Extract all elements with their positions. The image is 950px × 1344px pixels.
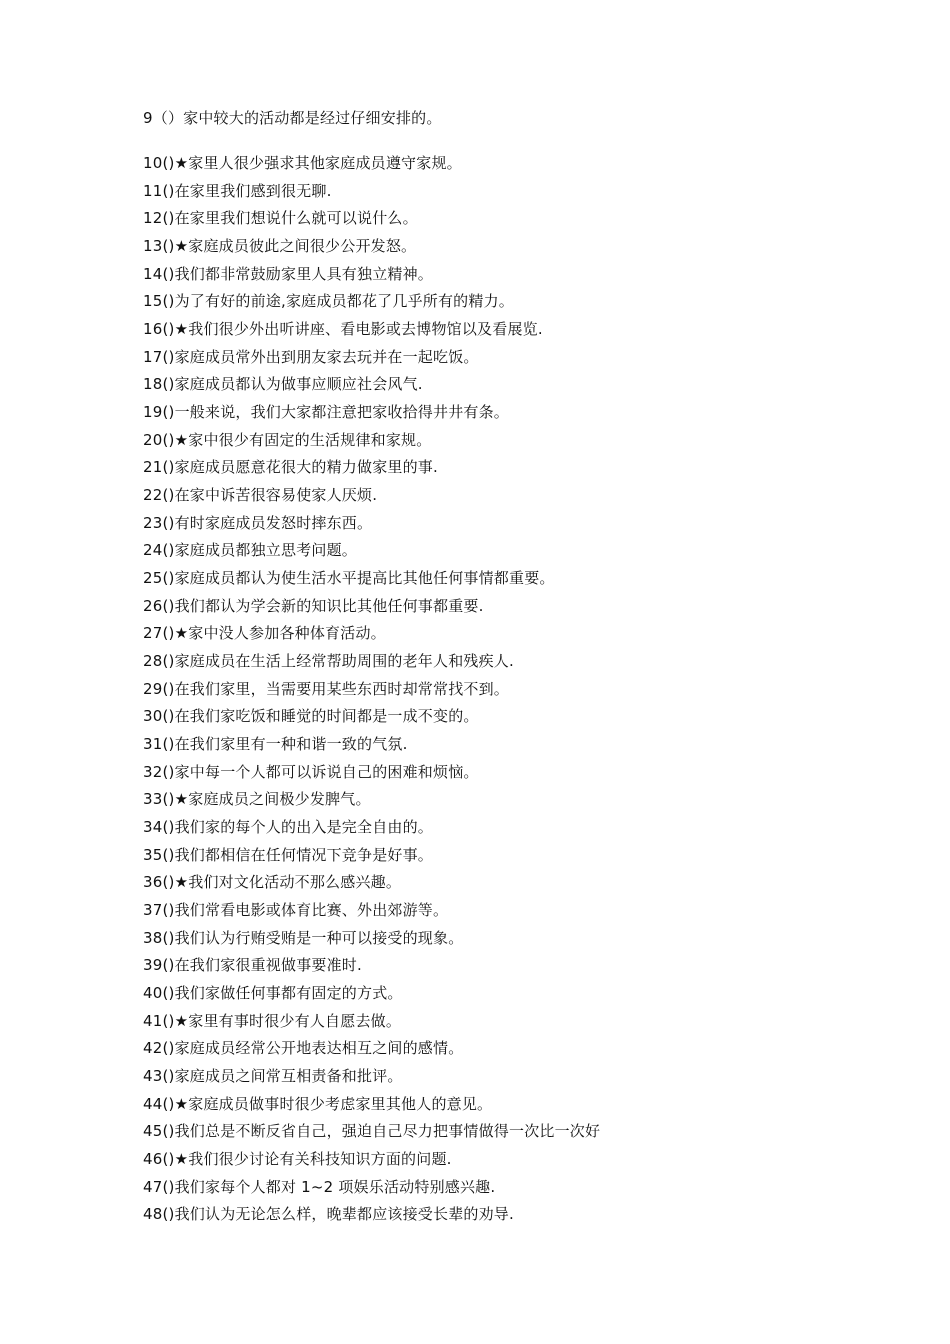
- question-item: [143, 153, 462, 173]
- question-text: 在我们家里有一种和谐一致的气氛.: [174, 735, 408, 753]
- question-number: 11(): [143, 182, 175, 200]
- question-text: 家庭成员之间常互相责备和批评。: [174, 1067, 403, 1085]
- question-item: [143, 623, 386, 643]
- question-text: 家庭成员都认为做事应顺应社会风气.: [174, 375, 423, 393]
- question-item: [143, 1177, 495, 1197]
- question-number: 43(): [143, 1067, 175, 1085]
- question-text: 我们家的每个人的出入是完全自由的。: [174, 818, 433, 836]
- question-text: 我们家做任何事都有固定的方式。: [174, 984, 403, 1002]
- question-text: 家庭成员都认为使生活水平提高比其他任何事情都重要。: [174, 569, 555, 587]
- question-item: [143, 817, 433, 837]
- question-number: 25(): [143, 569, 175, 587]
- question-number: 44(): [143, 1095, 175, 1113]
- question-number: 31(): [143, 735, 175, 753]
- question-item: [143, 319, 543, 339]
- question-text: 家庭成员在生活上经常帮助周围的老年人和残疾人.: [174, 652, 514, 670]
- question-number: 37(): [143, 901, 175, 919]
- question-item: [143, 789, 371, 809]
- question-text: 在家中诉苦很容易使家人厌烦.: [174, 486, 378, 504]
- question-number: 18(): [143, 375, 175, 393]
- question-number: 42(): [143, 1039, 175, 1057]
- question-item: [143, 1038, 463, 1058]
- question-text: 我们总是不断反省自己，强迫自己尽力把事情做得一次比一次好: [174, 1122, 601, 1140]
- question-item: [143, 540, 357, 560]
- question-text: ★我们很少外出听讲座、看电影或去博物馆以及看展览.: [174, 320, 543, 338]
- question-item: [143, 1066, 403, 1086]
- question-text: 家庭成员常外出到朋友家去玩并在一起吃饭。: [174, 348, 479, 366]
- question-text: 我们常看电影或体育比赛、外出郊游等。: [174, 901, 449, 919]
- question-item: [143, 457, 438, 477]
- question-item: [143, 264, 433, 284]
- question-number: 16(): [143, 320, 175, 338]
- question-number: 46(): [143, 1150, 175, 1168]
- question-item: [143, 845, 433, 865]
- question-item: [143, 900, 448, 920]
- question-text: 在家里我们感到很无聊.: [174, 182, 332, 200]
- question-item: [143, 928, 463, 948]
- question-item: [143, 236, 416, 256]
- question-text: 在家里我们想说什么就可以说什么。: [174, 209, 418, 227]
- question-text: 我们都非常鼓励家里人具有独立精神。: [174, 265, 433, 283]
- question-item: [143, 1204, 514, 1224]
- question-text: 家庭成员都独立思考问题。: [174, 541, 357, 559]
- question-number: 14(): [143, 265, 175, 283]
- question-item: [143, 1121, 600, 1141]
- question-text: 我们都认为学会新的知识比其他任何事都重要.: [174, 597, 484, 615]
- question-number: 12(): [143, 209, 175, 227]
- question-text: 在我们家吃饭和睡觉的时间都是一成不变的。: [174, 707, 479, 725]
- question-item: [143, 568, 555, 588]
- question-text: 我们认为行贿受贿是一种可以接受的现象。: [174, 929, 464, 947]
- question-number: 35(): [143, 846, 175, 864]
- question-number: 45(): [143, 1122, 175, 1140]
- question-number: 36(): [143, 873, 175, 891]
- question-text: ★家中很少有固定的生活规律和家规。: [174, 431, 432, 449]
- question-number: 27(): [143, 624, 175, 642]
- question-item: [143, 1149, 452, 1169]
- question-number: 15(): [143, 292, 175, 310]
- question-text: 一般来说，我们大家都注意把家收拾得井井有条。: [174, 403, 509, 421]
- question-number: 30(): [143, 707, 175, 725]
- question-number: 29(): [143, 680, 175, 698]
- question-item: [143, 208, 418, 228]
- question-number: 9（）: [143, 109, 184, 127]
- question-number: 23(): [143, 514, 175, 532]
- question-text: 在我们家很重视做事要准时.: [174, 956, 362, 974]
- question-text: 家中较大的活动都是经过仔细安排的。: [183, 109, 442, 127]
- question-text: ★家里有事时很少有人自愿去做。: [174, 1012, 402, 1030]
- question-item: [143, 955, 362, 975]
- question-item: [143, 734, 408, 754]
- question-item: [143, 651, 514, 671]
- question-item: [143, 374, 423, 394]
- question-text: ★家庭成员彼此之间很少公开发怒。: [174, 237, 417, 255]
- question-text: 我们认为无论怎么样，晚辈都应该接受长辈的劝导.: [174, 1205, 514, 1223]
- question-item: [143, 596, 484, 616]
- question-item: [143, 872, 401, 892]
- question-number: 13(): [143, 237, 175, 255]
- question-number: 21(): [143, 458, 175, 476]
- question-number: 39(): [143, 956, 175, 974]
- question-text: 家庭成员经常公开地表达相互之间的感情。: [174, 1039, 464, 1057]
- question-number: 41(): [143, 1012, 175, 1030]
- question-text: 我们家每个人都对 1~2 项娱乐活动特别感兴趣.: [174, 1178, 496, 1196]
- question-item: [143, 402, 509, 422]
- question-number: 17(): [143, 348, 175, 366]
- question-number: 34(): [143, 818, 175, 836]
- question-item: [143, 679, 509, 699]
- question-item: [143, 762, 479, 782]
- question-item: [143, 347, 479, 367]
- question-text: 家庭成员愿意花很大的精力做家里的事.: [174, 458, 438, 476]
- question-number: 19(): [143, 403, 175, 421]
- question-text: ★家庭成员做事时很少考虑家里其他人的意见。: [174, 1095, 493, 1113]
- question-item: [143, 485, 377, 505]
- question-number: 32(): [143, 763, 175, 781]
- question-text: 在我们家里，当需要用某些东西时却常常找不到。: [174, 680, 509, 698]
- question-item: [143, 1094, 492, 1114]
- question-item: [143, 983, 403, 1003]
- question-number: 38(): [143, 929, 175, 947]
- question-item: [143, 706, 479, 726]
- question-number: 48(): [143, 1205, 175, 1223]
- question-item: [143, 1011, 401, 1031]
- question-item: [143, 291, 514, 311]
- question-text: ★我们很少讨论有关科技知识方面的问题.: [174, 1150, 452, 1168]
- question-number: 28(): [143, 652, 175, 670]
- question-item: [143, 181, 332, 201]
- question-number: 20(): [143, 431, 175, 449]
- question-number: 24(): [143, 541, 175, 559]
- question-item: [143, 430, 431, 450]
- question-item: [143, 108, 442, 128]
- question-text: 有时家庭成员发怒时摔东西。: [174, 514, 373, 532]
- question-number: 33(): [143, 790, 175, 808]
- question-text: 家中每一个人都可以诉说自己的困难和烦恼。: [174, 763, 479, 781]
- question-text: ★家中没人参加各种体育活动。: [174, 624, 386, 642]
- question-text: ★家庭成员之间极少发脾气。: [174, 790, 371, 808]
- question-number: 40(): [143, 984, 175, 1002]
- question-text: ★我们对文化活动不那么感兴趣。: [174, 873, 402, 891]
- question-item: [143, 513, 372, 533]
- question-number: 26(): [143, 597, 175, 615]
- question-text: 为了有好的前途,家庭成员都花了几乎所有的精力。: [174, 292, 514, 310]
- question-number: 22(): [143, 486, 175, 504]
- question-number: 47(): [143, 1178, 175, 1196]
- question-number: 10(): [143, 154, 175, 172]
- question-text: ★家里人很少强求其他家庭成员遵守家规。: [174, 154, 462, 172]
- question-text: 我们都相信在任何情况下竞争是好事。: [174, 846, 433, 864]
